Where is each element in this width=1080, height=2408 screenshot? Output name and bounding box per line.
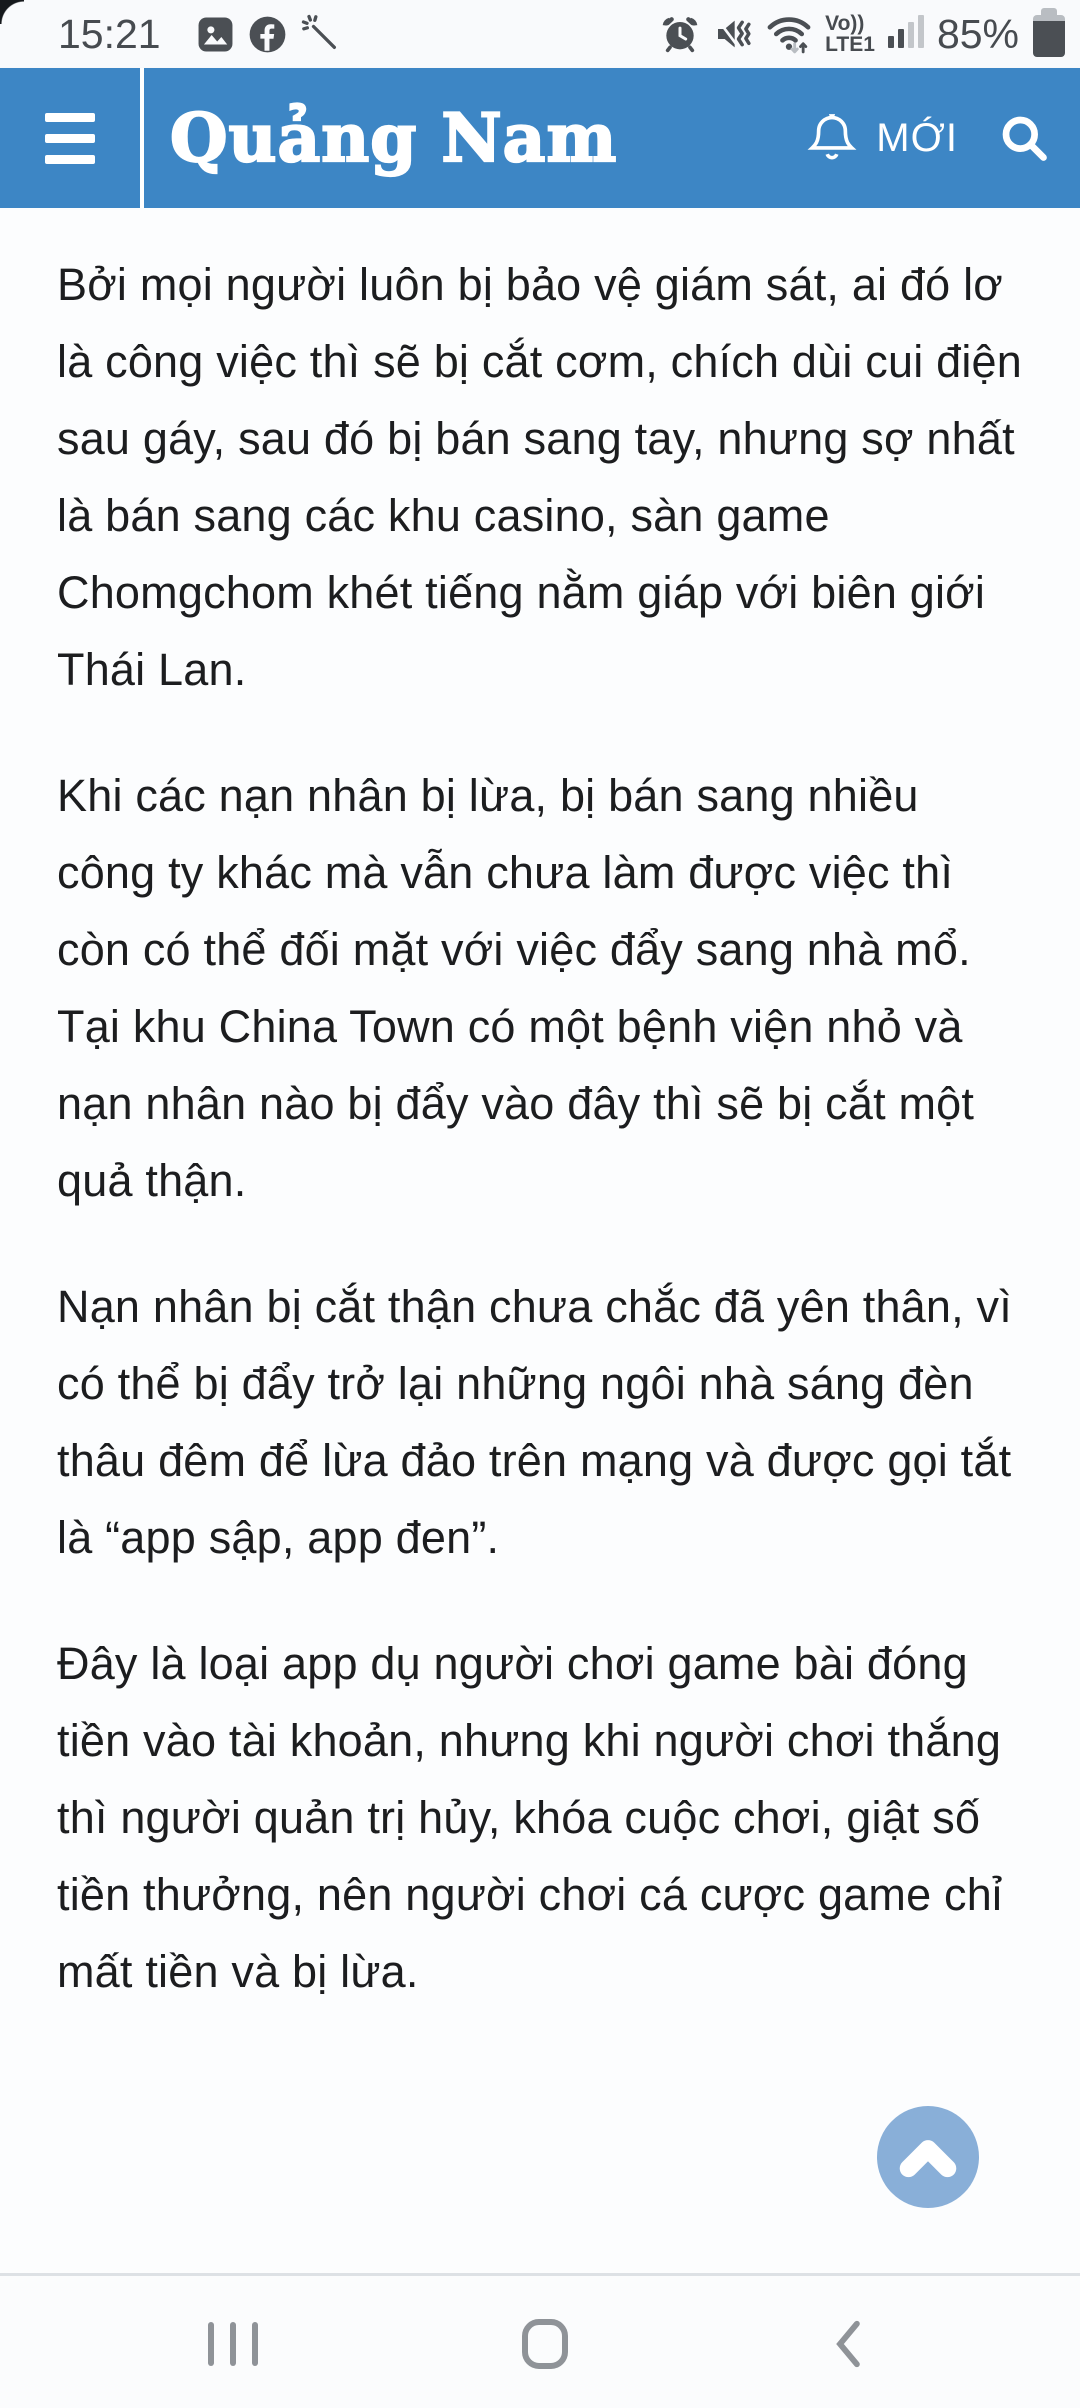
facebook-icon [248, 15, 287, 54]
new-badge-label[interactable]: MỚI [876, 115, 958, 160]
article-paragraph: Nạn nhân bị cắt thận chưa chắc đã yên thân, vì có thể bị đẩy trở lại những ngôi nhà sáng đèn thâu đêm để lừa đảo trên mạng và được gọi tắt là “app sập, app đen”. [57, 1281, 1012, 1563]
chevron-up-icon [889, 2118, 967, 2196]
recents-button[interactable] [153, 2276, 313, 2408]
screen-corner [0, 0, 24, 24]
article-paragraph: Khi các nạn nhân bị lừa, bị bán sang nhiều công ty khác mà vẫn chưa làm được việc thì còn có thể đối mặt với việc đẩy sang nhà mổ. Tại khu China Town có một bệnh viện nhỏ và nạn nhân nào bị đẩy vào đây thì sẽ bị cắt một quả thận. [57, 770, 975, 1206]
clock-time: 15:21 [58, 10, 161, 57]
volte-indicator [825, 13, 875, 55]
signal-bars-icon [888, 17, 924, 51]
notifications-bell-icon[interactable] [806, 110, 858, 166]
back-chevron-icon [826, 2317, 872, 2371]
gallery-icon [197, 16, 234, 53]
android-nav-bar [0, 2273, 1080, 2408]
header-divider [140, 68, 144, 208]
home-icon [522, 2319, 568, 2369]
article-paragraph: Đây là loại app dụ người chơi game bài đóng tiền vào tài khoản, nhưng khi người chơi thắng thì người quản trị hủy, khóa cuộc chơi, giật số tiền thưởng, nên người chơi cá cược game chỉ mất tiền và bị lừa. [57, 1638, 1003, 1997]
back-button[interactable] [769, 2276, 929, 2408]
scroll-to-top-button[interactable] [877, 2106, 979, 2208]
mute-vibrate-icon [713, 14, 753, 54]
hamburger-icon [45, 113, 95, 164]
article-body [0, 208, 1080, 2272]
battery-icon [1032, 8, 1066, 60]
wifi-icon [766, 12, 812, 56]
recents-icon [208, 2322, 258, 2366]
alarm-icon [660, 14, 700, 54]
lte-label: LTE1 [825, 33, 875, 56]
search-icon[interactable] [998, 112, 1050, 164]
volte-label: Vo)) [825, 12, 865, 35]
app-header [0, 68, 1080, 208]
magic-wand-icon [301, 14, 341, 54]
status-bar [0, 0, 1080, 68]
home-button[interactable] [465, 2276, 625, 2408]
battery-percent: 85% [936, 10, 1019, 57]
menu-button[interactable] [0, 68, 140, 208]
site-logo[interactable]: Quảng Nam [170, 99, 618, 177]
article-paragraph: Bởi mọi người luôn bị bảo vệ giám sát, ai đó lơ là công việc thì sẽ bị cắt cơm, chích dùi cui điện sau gáy, sau đó bị bán sang tay, nhưng sợ nhất là bán sang các khu casino, sàn game Chomgchom khét tiếng nằm giáp với biên giới Thái Lan. [57, 259, 1022, 695]
